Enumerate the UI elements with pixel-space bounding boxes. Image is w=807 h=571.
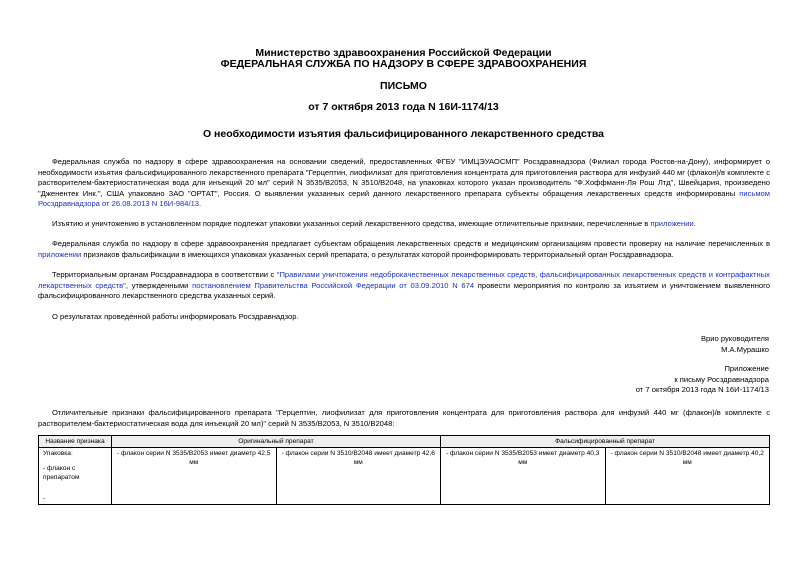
appendix-title: Приложение: [724, 364, 769, 373]
paragraph-3-text: Федеральная служба по надзору в сфере здравоохранения предлагает субъектам обращения лекарственных средств и медицинским организациям провести проверку на наличие перечисленных в: [52, 239, 770, 248]
paragraph-2: [38, 219, 770, 230]
feature-name-line-2: - флакон с препаратом: [43, 465, 80, 481]
doc-type: ПИСЬМО: [380, 80, 427, 92]
original-cell-1: - флакон серии N 3535/B2053 имеет диаметр 42,5 мм: [112, 448, 277, 505]
table-header-row: [39, 436, 770, 448]
signature-position: Врио руководителя: [700, 334, 769, 343]
paragraph-5: О результатах проведенной работы информировать Росздравнадзор.: [52, 312, 299, 321]
service-title: ФЕДЕРАЛЬНАЯ СЛУЖБА ПО НАДЗОРУ В СФЕРЕ ЗДРАВООХРАНЕНИЯ: [220, 58, 587, 70]
paragraph-3-end: признаков фальсификации в имеющихся упаковках указанных серий препарата, о результатах которой проинформировать территориальный орган Росздравнадзора.: [83, 249, 674, 259]
doc-subject: О необходимости изъятия фальсифицированного лекарственного средства: [202, 128, 605, 140]
paragraph-4-end: провести мероприятия по контролю за изъятием и уничтожением выявленного фальсифицированного лекарственного средства указанных серий.: [38, 280, 770, 300]
paragraph-4-text: Территориальным органам Росздравнадзора в соответствии с: [52, 270, 275, 279]
appendix-line-3: от 7 октября 2013 года N 16И-1174/13: [635, 385, 769, 394]
table-row: [39, 448, 770, 505]
appendix-link[interactable]: приложении: [38, 249, 82, 259]
paragraph-4: [38, 270, 770, 302]
appendix-intro: Отличительные признаки фальсифицированного препарата "Герцептин, лиофилизат для приготовления концентрата для приготовления раствора для инфузий 440 мг (флакон)/в комплекте с растворителем-бактериостатическая вода для инъекций 20 мл)" серий N 3535/B2053, N 3510/B2048:: [38, 408, 770, 428]
ministry-title: Министерство здравоохранения Российской Федерации: [255, 47, 552, 59]
feature-name-line-1: Упаковка:: [43, 450, 73, 457]
doc-date-number: от 7 октября 2013 года N 16И-1174/13: [308, 101, 499, 113]
appendix-header: [636, 364, 769, 396]
feature-name-cell: [39, 448, 112, 505]
features-table: [38, 435, 770, 505]
letter-link[interactable]: письмом Росздравнадзора от 26.08.2013 N 16И-984/13: [38, 188, 770, 208]
paragraph-1-end: .: [199, 199, 202, 208]
feature-name-line-3: -: [43, 495, 46, 502]
paragraph-2-text: Изъятию и уничтожению в установленном порядке подлежат упаковки указанных серий лекарственного средства, имеющие отличительные признаки, перечисленные в: [52, 219, 649, 228]
decree-link[interactable]: постановлением Правительства Российской Федерации от 03.09.2010 N 674: [192, 280, 475, 290]
fake-cell-2: - флакон серии N 3510/B2048 имеет диаметр 40,2 мм: [605, 448, 770, 505]
paragraph-1: [38, 157, 770, 210]
column-header-feature: Название признака: [39, 436, 112, 448]
paragraph-2-end: .: [693, 219, 696, 228]
column-header-original: Оригинальный препарат: [112, 436, 441, 448]
signature-block: [701, 334, 769, 355]
fake-cell-1: - флакон серии N 3535/B2053 имеет диаметр 40,3 мм: [441, 448, 606, 505]
signature-name: М.А.Мурашко: [721, 344, 769, 354]
paragraph-1-text: Федеральная служба по надзору в сфере здравоохранения на основании сведений, предоставленных ФГБУ "ИМЦЭУАОСМП" Росздравнадзора (Филиал города Ростов-на-Дону), информирует о необходимости изъятия фальсифицированного лекарственного препарата "Герцептин, лиофилизат для приготовления концентрата для приготовления раствора для инфузий 440 мг (флакон)/в комплекте с растворителем-бактериостатическая вода для инъекций 20 мл" серий N 3535/B2053, N 3510/B2048, на упаковках которого указан производитель "Ф.Хоффманн-Ля Рош Лтд", Швейцария, произведено "Дженентек Инк.", США упаковано ЗАО "ОРТАТ", Россия. О выявлении указанных серий данного лекарственного препарата субъекты обращения лекарственных средств информированы: [38, 157, 770, 198]
appendix-link[interactable]: приложении: [650, 219, 694, 228]
column-header-fake: Фальсифицированный препарат: [441, 436, 770, 448]
appendix-line-2: к письму Росздравнадзора: [674, 374, 769, 384]
paragraph-4-mid: , утвержденными: [125, 280, 189, 290]
paragraph-3: [38, 239, 770, 260]
rules-link[interactable]: "Правилами уничтожения недоброкачественных лекарственных средств, фальсифицированных лекарственных средств и контрафактных лекарственных средств": [38, 270, 770, 290]
original-cell-2: - флакон серии N 3510/B2048 имеет диаметр 42,6 мм: [276, 448, 441, 505]
